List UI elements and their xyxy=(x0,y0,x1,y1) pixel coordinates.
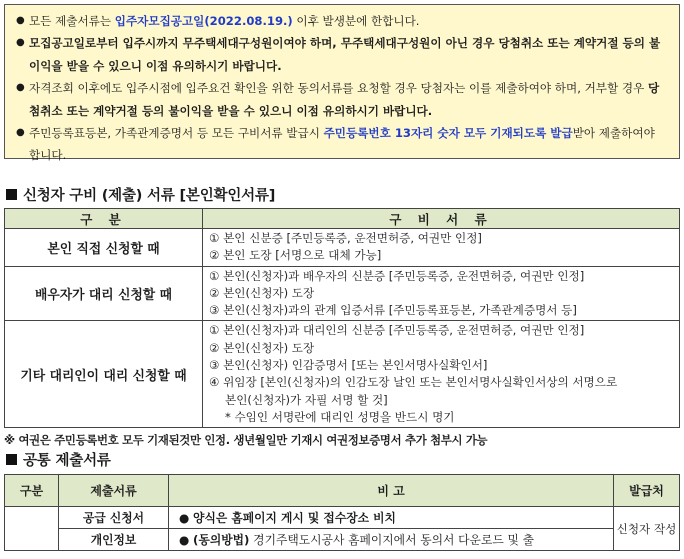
table-row xyxy=(5,321,680,428)
notice-item-2: ● 모집공고일로부터 입주시까지 무주택세대구성원이여야 하며, 무주택세대구성원이 아닌 경우 당첨취소 또는 계약거절 등의 불이익을 받을 수 있으니 이점 유의하시기 바랍니다. xyxy=(15,32,669,77)
square-bullet-icon xyxy=(6,189,17,200)
table-header-row xyxy=(5,475,680,507)
header-category: 구 분 xyxy=(5,209,203,229)
notice-item-3: ● 자격조회 이후에도 입주시점에 입주요건 확인을 위한 동의서류를 요청할 경우 당첨자는 이를 제출하여야 하며, 거부할 경우 당첨취소 또는 계약거절 등의 불이익을 받을 수 있으니 이점 유의하시기 바랍니다. xyxy=(15,77,669,122)
row-category: 본인 직접 신청할 때 xyxy=(5,229,203,267)
row-doc-name: 개인정보 xyxy=(59,529,169,551)
header-docs: 구 비 서 류 xyxy=(203,209,680,229)
bullet-icon: ● xyxy=(16,15,25,26)
row-category: 배우자가 대리 신청할 때 xyxy=(5,266,203,321)
row-note: ● (동의방법) 경기주택도시공사 홈페이지에서 동의서 다운로드 및 출 xyxy=(169,529,614,551)
passport-footnote: ※ 여권은 주민등록번호 모두 기재된것만 인정. 생년월일만 기재시 여권정보증명서 추가 첨부시 가능 xyxy=(4,433,488,447)
bullet-icon: ● xyxy=(16,127,25,139)
row-doc-name: 공급 신청서 xyxy=(59,507,169,529)
bullet-icon: ● xyxy=(16,82,25,94)
bullet-icon: ● xyxy=(16,37,25,49)
header-doc: 제출서류 xyxy=(59,475,169,507)
header-note: 비 고 xyxy=(169,475,614,507)
section-title-applicant-docs: 신청자 구비 (제출) 서류 [본인확인서류] xyxy=(6,184,275,205)
notice-item-1: ● 모든 제출서류는 입주자모집공고일(2022.08.19.) 이후 발생분에 한합니다. xyxy=(15,10,669,32)
row-docs: ① 본인(신청자)과 대리인의 신분증 [주민등록증, 운전면허증, 여권만 인정] ② 본인(신청자) 도장 ③ 본인(신청자) 인감증명서 [또는 본인서명사실확인서] ④ 위임장 [본인(신청자)의 인감도장 날인 또는 본인서명사실확인서상의 서명으로 본인(신청자)가 자필 서명 할 것] * 수임인 서명란에 대리인 성명을 반드시 명기 xyxy=(203,321,680,428)
table-header-row xyxy=(5,209,680,229)
row-category: 기타 대리인이 대리 신청할 때 xyxy=(5,321,203,428)
square-bullet-icon xyxy=(6,454,17,465)
table-row xyxy=(5,229,680,267)
row-issuer: 신청자 작성 xyxy=(614,507,680,551)
notice-box xyxy=(4,4,680,163)
row-docs: ① 본인(신청자)과 배우자의 신분증 [주민등록증, 운전면허증, 여권만 인정] ② 본인(신청자) 도장 ③ 본인(신청자)과의 관계 입증서류 [주민등록표등본, 가족관계증명서 등] xyxy=(203,266,680,321)
table-row xyxy=(5,529,680,551)
header-category: 구분 xyxy=(5,475,59,507)
row-category-empty xyxy=(5,507,59,551)
row-docs: ① 본인 신분증 [주민등록증, 운전면허증, 여권만 인정] ② 본인 도장 [서명으로 대체 가능] xyxy=(203,229,680,267)
common-docs-table xyxy=(4,474,680,551)
header-issuer: 발급처 xyxy=(614,475,680,507)
row-note: ● 양식은 홈페이지 게시 및 접수장소 비치 xyxy=(169,507,614,529)
applicant-docs-table xyxy=(4,208,680,428)
table-row xyxy=(5,266,680,321)
notice-item-4: ● 주민등록표등본, 가족관계증명서 등 모든 구비서류 발급시 주민등록번호 13자리 숫자 모두 기재되도록 발급받아 제출하여야 합니다. xyxy=(15,122,669,167)
table-row xyxy=(5,507,680,529)
section-title-common-docs: 공통 제출서류 xyxy=(6,449,111,470)
